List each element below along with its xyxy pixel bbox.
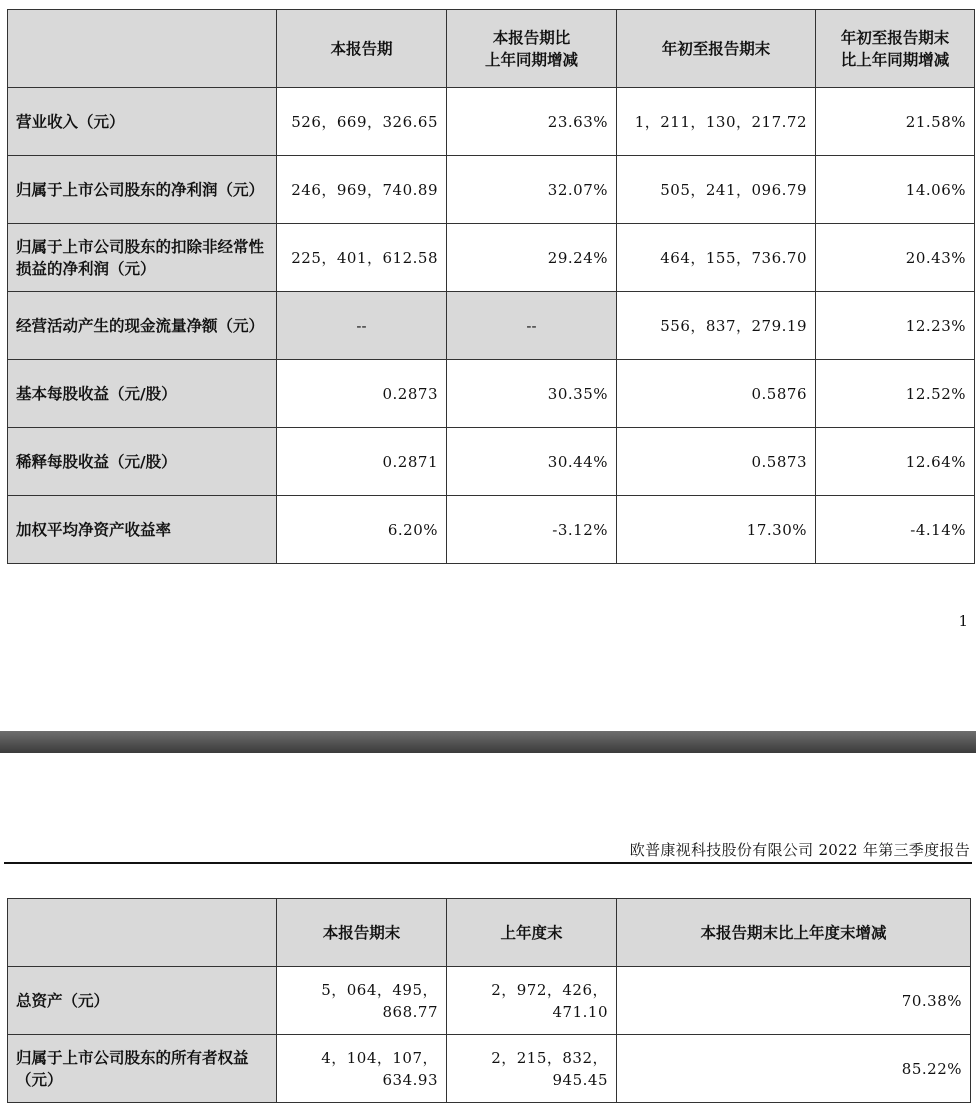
- table-row: [8, 156, 975, 224]
- header-cell-blank: [8, 899, 277, 967]
- value-cell: 70.38%: [617, 967, 971, 1035]
- page-number: 1: [958, 612, 968, 630]
- value-cell: 12.52%: [816, 360, 975, 428]
- header-ytd: 年初至报告期末: [617, 10, 816, 88]
- table-header-row: [8, 899, 971, 967]
- header-period-end: 本报告期末: [277, 899, 447, 967]
- balance-sheet-table: [7, 898, 971, 1103]
- row-label: 稀释每股收益（元/股）: [8, 428, 277, 496]
- row-label: 基本每股收益（元/股）: [8, 360, 277, 428]
- value-cell: 0.2873: [277, 360, 447, 428]
- value-cell: 20.43%: [816, 224, 975, 292]
- value-cell: 32.07%: [447, 156, 617, 224]
- table-row: [8, 967, 971, 1035]
- value-cell: 4，104，107，634.93: [277, 1035, 447, 1103]
- value-cell: 6.20%: [277, 496, 447, 564]
- row-label: 加权平均净资产收益率: [8, 496, 277, 564]
- header-current-period: 本报告期: [277, 10, 447, 88]
- value-cell: 526，669，326.65: [277, 88, 447, 156]
- row-label: 营业收入（元）: [8, 88, 277, 156]
- table-row: [8, 292, 975, 360]
- table-row: [8, 88, 975, 156]
- header-cell-blank: [8, 10, 277, 88]
- value-cell: 12.64%: [816, 428, 975, 496]
- na-cell: --: [277, 292, 447, 360]
- value-cell: 225，401，612.58: [277, 224, 447, 292]
- value-cell: 14.06%: [816, 156, 975, 224]
- table-header-row: [8, 10, 975, 88]
- value-cell: 0.2871: [277, 428, 447, 496]
- page-divider: [0, 731, 976, 753]
- value-cell: 12.23%: [816, 292, 975, 360]
- row-label: 归属于上市公司股东的扣除非经常性损益的净利润（元）: [8, 224, 277, 292]
- header-rule: [4, 862, 972, 864]
- header-prior-year-end: 上年度末: [447, 899, 617, 967]
- table-row: [8, 428, 975, 496]
- value-cell: 556，837，279.19: [617, 292, 816, 360]
- header-change: 本报告期末比上年度末增减: [617, 899, 971, 967]
- value-cell: 2，215，832，945.45: [447, 1035, 617, 1103]
- value-cell: 0.5873: [617, 428, 816, 496]
- value-cell: 21.58%: [816, 88, 975, 156]
- value-cell: -4.14%: [816, 496, 975, 564]
- row-label: 经营活动产生的现金流量净额（元）: [8, 292, 277, 360]
- value-cell: 0.5876: [617, 360, 816, 428]
- row-label: 归属于上市公司股东的所有者权益（元）: [8, 1035, 277, 1103]
- row-label: 归属于上市公司股东的净利润（元）: [8, 156, 277, 224]
- value-cell: 464，155，736.70: [617, 224, 816, 292]
- value-cell: 2，972，426，471.10: [447, 967, 617, 1035]
- value-cell: 30.44%: [447, 428, 617, 496]
- value-cell: 5，064，495，868.77: [277, 967, 447, 1035]
- table-row: [8, 224, 975, 292]
- value-cell: 30.35%: [447, 360, 617, 428]
- key-financials-table: [7, 9, 975, 564]
- value-cell: 23.63%: [447, 88, 617, 156]
- value-cell: -3.12%: [447, 496, 617, 564]
- value-cell: 17.30%: [617, 496, 816, 564]
- header-current-period-yoy: 本报告期比 上年同期增减: [447, 10, 617, 88]
- value-cell: 246，969，740.89: [277, 156, 447, 224]
- header-ytd-yoy: 年初至报告期末 比上年同期增减: [816, 10, 975, 88]
- table-row: [8, 1035, 971, 1103]
- row-label: 总资产（元）: [8, 967, 277, 1035]
- value-cell: 85.22%: [617, 1035, 971, 1103]
- table-row: [8, 360, 975, 428]
- na-cell: --: [447, 292, 617, 360]
- table-row: [8, 496, 975, 564]
- document-header: 欧普康视科技股份有限公司 2022 年第三季度报告: [629, 841, 970, 859]
- value-cell: 505，241，096.79: [617, 156, 816, 224]
- value-cell: 29.24%: [447, 224, 617, 292]
- value-cell: 1，211，130，217.72: [617, 88, 816, 156]
